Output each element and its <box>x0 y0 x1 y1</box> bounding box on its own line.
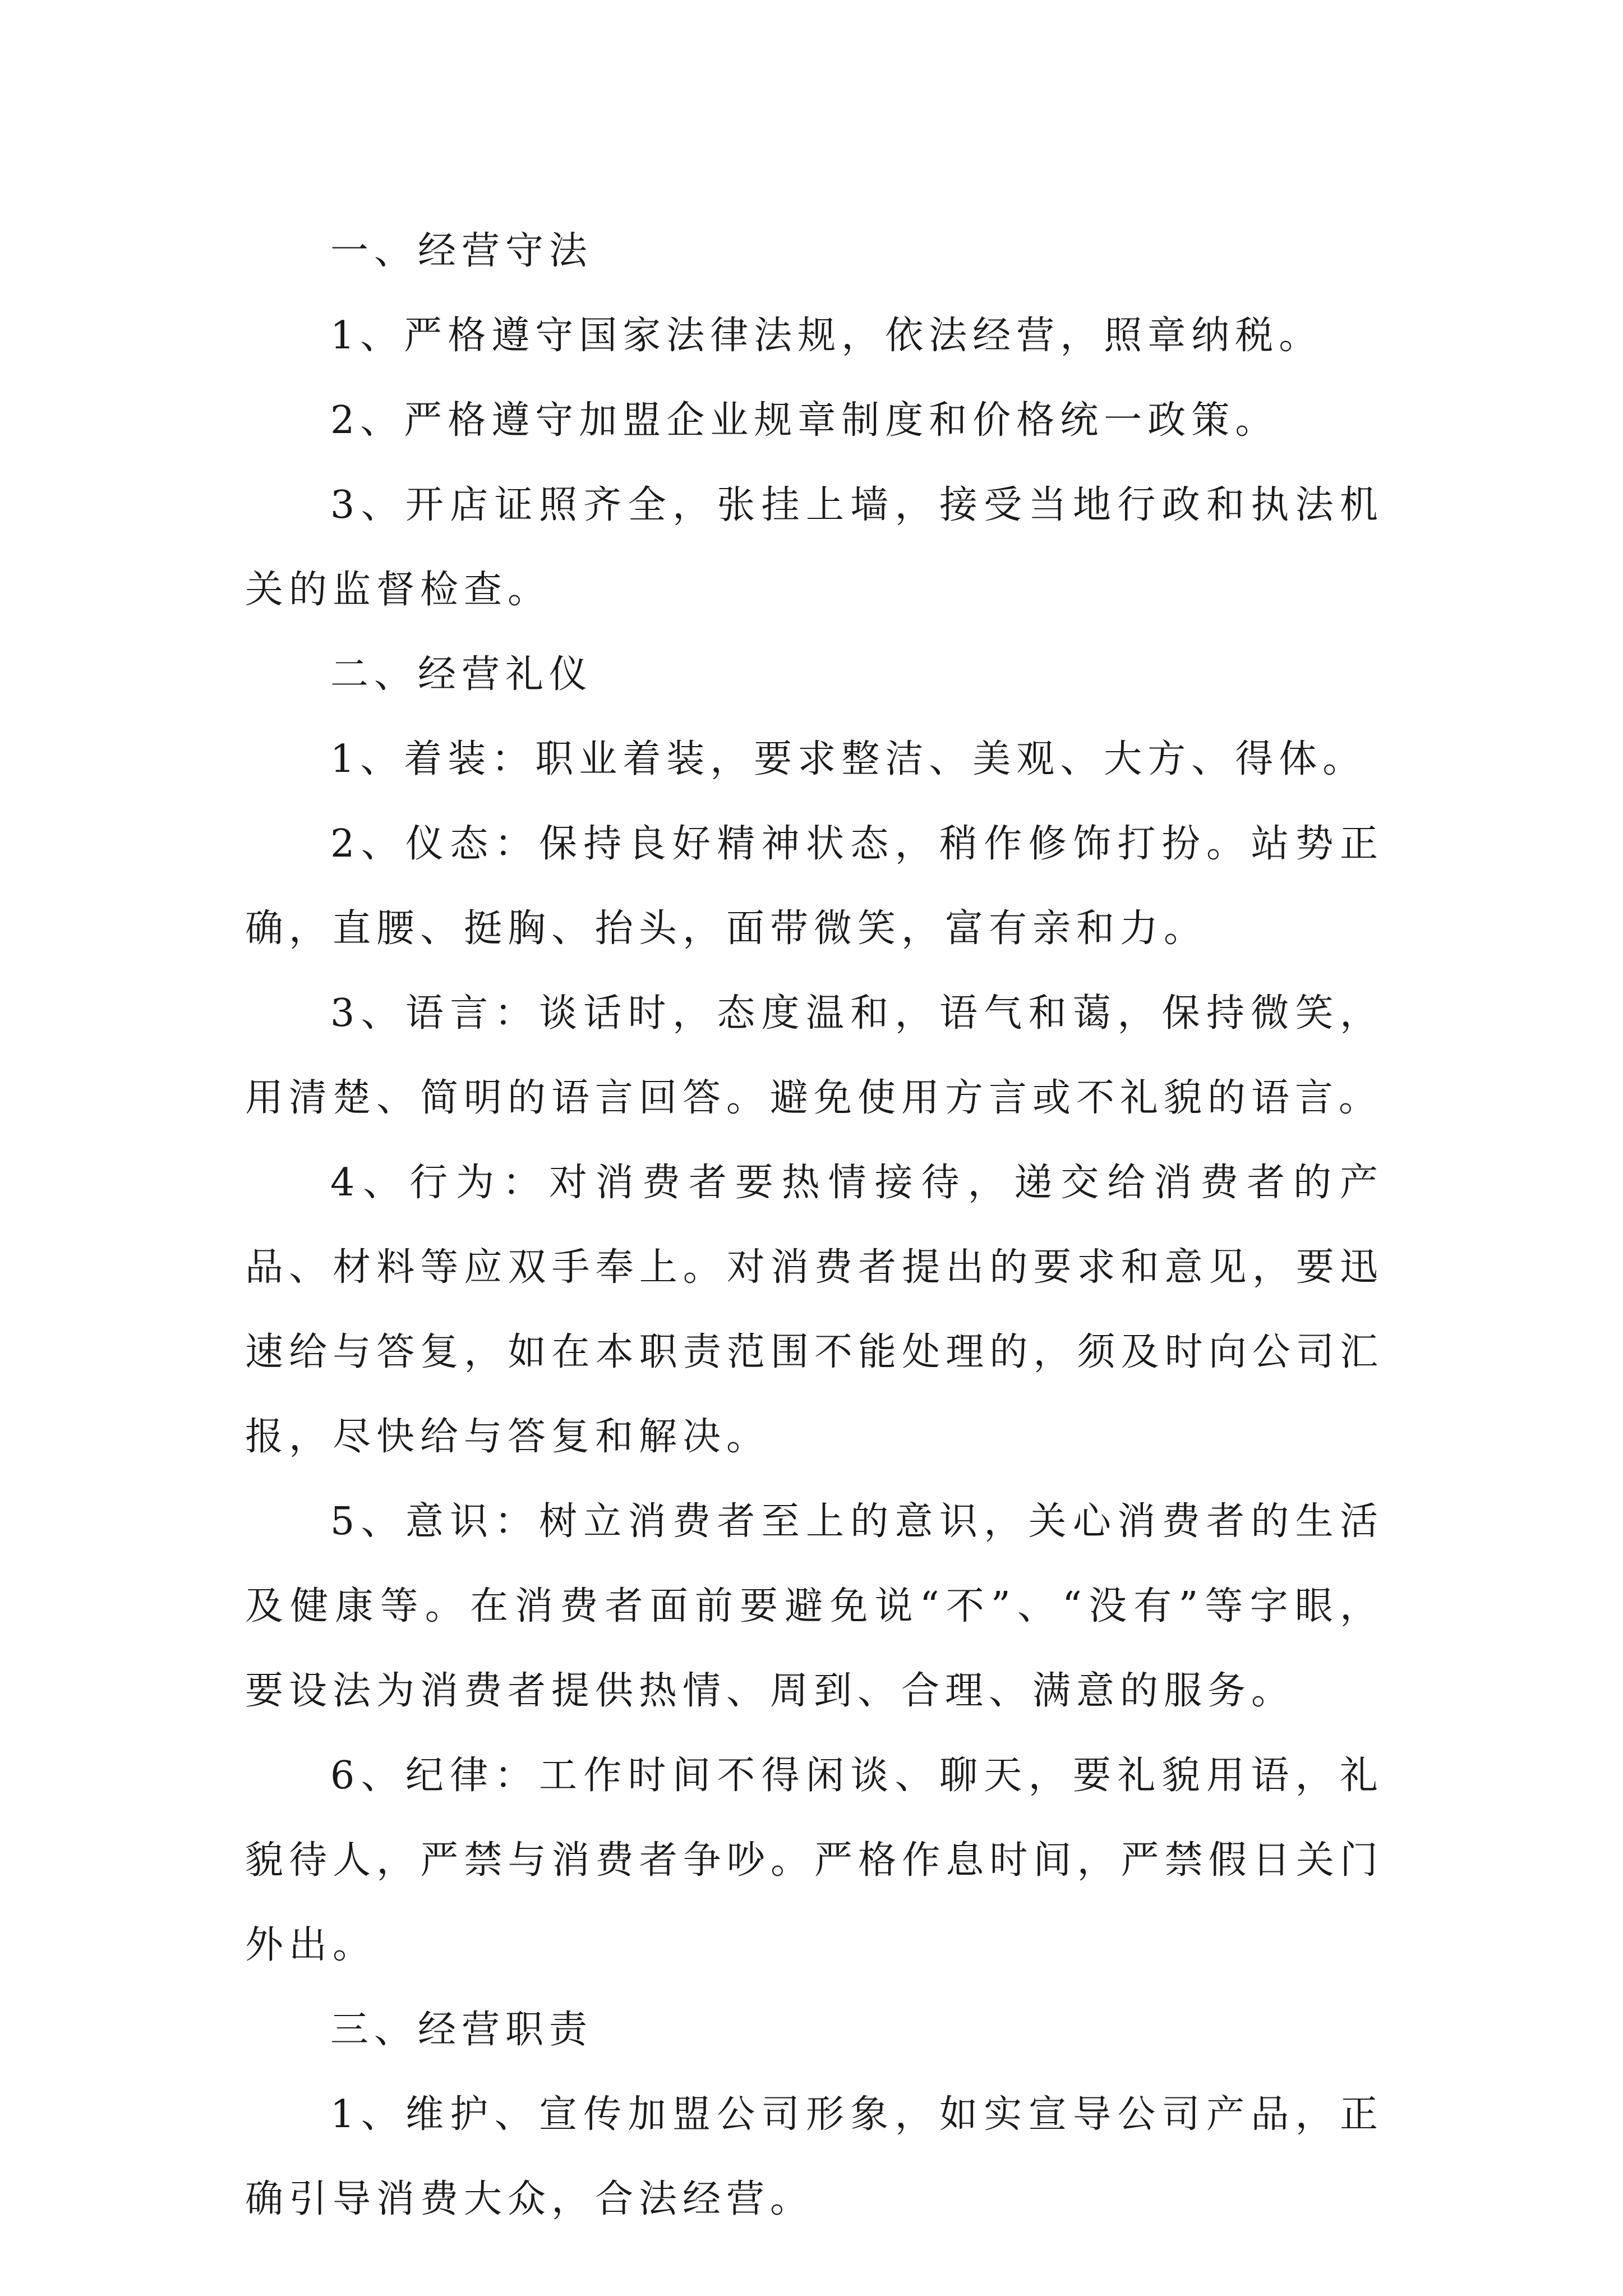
paragraph-8: 5、意识：树立消费者至上的意识，关心消费者的生活及健康等。在消费者面前要避免说“不”、“没有”等字眼，要设法为消费者提供热情、周到、合理、满意的服务。 <box>245 1499 1384 1713</box>
paragraph-5: 2、仪态：保持良好精神状态，稍作修饰打扮。站势正确，直腰、挺胸、抬头，面带微笑，富有亲和力。 <box>245 822 1384 951</box>
paragraph-9: 6、纪律：工作时间不得闲谈、聊天，要礼貌用语，礼貌待人，严禁与消费者争吵。严格作息时间，严禁假日关门外出。 <box>245 1754 1384 1967</box>
paragraph-10: 1、维护、宣传加盟公司形象，如实宣导公司产品，正确引导消费大众，合法经营。 <box>245 2092 1384 2221</box>
paragraph-3: 3、开店证照齐全，张挂上墙，接受当地行政和执法机关的监督检查。 <box>245 483 1384 612</box>
paragraph-4: 1、着装：职业着装，要求整洁、美观、大方、得体。 <box>330 737 1367 781</box>
document-body <box>245 209 1384 2242</box>
section-heading-2: 二、经营礼仪 <box>330 652 593 697</box>
paragraph-7: 4、行为：对消费者要热情接待，递交给消费者的产品、材料等应双手奉上。对消费者提出的要求和意见，要迅速给与答复，如在本职责范围不能处理的，须及时向公司汇报，尽快给与答复和解决。 <box>245 1161 1384 1459</box>
paragraph-2: 2、严格遵守加盟企业规章制度和价格统一政策。 <box>330 398 1279 443</box>
paragraph-1: 1、严格遵守国家法律法规，依法经营，照章纳税。 <box>330 314 1323 358</box>
paragraph-6: 3、语言：谈话时，态度温和，语气和蔼，保持微笑，用清楚、简明的语言回答。避免使用方言或不礼貌的语言。 <box>245 991 1384 1120</box>
section-heading-1: 一、经营守法 <box>330 229 593 273</box>
section-heading-3: 三、经营职责 <box>330 2008 593 2052</box>
